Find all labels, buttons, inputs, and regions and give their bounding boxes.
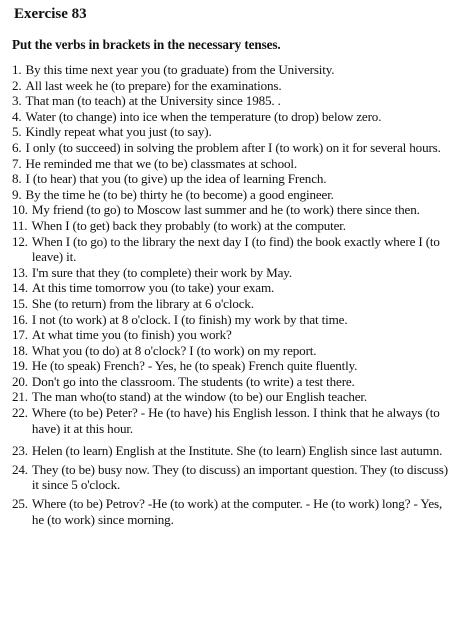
item-number: 14. <box>12 280 28 296</box>
list-item <box>12 124 457 140</box>
item-number: 16. <box>12 311 28 327</box>
item-number: 7. <box>12 155 22 171</box>
item-number: 2. <box>12 77 22 93</box>
item-number: 22. <box>12 405 28 421</box>
item-number: 11. <box>12 217 28 233</box>
item-text: At this time tomorrow you (to take) your exam. <box>31 280 275 296</box>
list-item <box>12 187 457 203</box>
item-number: 21. <box>12 389 28 405</box>
list-item <box>12 312 457 328</box>
item-text: I (to hear) that you (to give) up the idea of learning French. <box>25 171 327 187</box>
list-item <box>12 496 457 527</box>
item-number: 10. <box>12 202 28 218</box>
item-text: I not (to work) at 8 o'clock. I (to finish) my work by that time. <box>31 311 348 327</box>
exercise-list <box>12 62 457 527</box>
item-text: Helen (to learn) English at the Institute. She (to learn) English since last autumn. <box>31 443 443 459</box>
list-item <box>12 280 457 296</box>
item-text: When I (to get) back they probably (to work) at the computer. <box>31 217 346 233</box>
list-item <box>12 443 457 459</box>
list-item <box>12 78 457 94</box>
item-text: By this time next year you (to graduate) from the University. <box>25 62 335 77</box>
item-number: 17. <box>12 327 28 343</box>
item-number: 3. <box>12 93 22 109</box>
item-text: The man who(to stand) at the window (to be) our English teacher. <box>31 389 368 405</box>
list-item <box>12 234 457 265</box>
list-item <box>12 358 457 374</box>
item-text: I'm sure that they (to complete) their work by May. <box>31 264 292 280</box>
item-text: Don't go into the classroom. The students (to write) a test there. <box>31 373 355 389</box>
item-text: Water (to change) into ice when the temperature (to drop) below zero. <box>25 108 382 124</box>
item-number: 18. <box>12 342 28 358</box>
item-text: I only (to succeed) in solving the problem after I (to work) on it for several hours. <box>25 139 441 155</box>
item-text: He (to speak) French? - Yes, he (to speak) French quite fluently. <box>31 358 358 374</box>
list-item <box>12 374 457 390</box>
list-item <box>12 109 457 125</box>
item-number: 1. <box>12 62 22 77</box>
item-number: 4. <box>12 108 22 124</box>
list-item <box>12 265 457 281</box>
item-number: 23. <box>12 443 28 459</box>
item-text: At what time you (to finish) you work? <box>31 327 232 343</box>
list-item <box>12 327 457 343</box>
item-number: 8. <box>12 171 22 187</box>
list-item <box>12 218 457 234</box>
item-text: By the time he (to be) thirty he (to become) a good engineer. <box>25 186 334 202</box>
list-item <box>12 405 457 436</box>
item-number: 9. <box>12 186 22 202</box>
list-item <box>12 343 457 359</box>
list-item <box>12 171 457 187</box>
item-number: 6. <box>12 139 22 155</box>
item-text: That man (to teach) at the University since 1985. . <box>25 93 281 109</box>
list-item <box>12 296 457 312</box>
list-item <box>12 156 457 172</box>
item-number: 5. <box>12 124 22 140</box>
item-text: When I (to go) to the library the next day I (to find) the book exactly where I (to leave) it. <box>31 233 440 265</box>
exercise-instruction: Put the verbs in brackets in the necessary tenses. <box>12 37 281 52</box>
item-number: 19. <box>12 358 28 374</box>
item-number: 24. <box>12 461 28 477</box>
list-item <box>12 462 457 493</box>
list-item <box>12 202 457 218</box>
exercise-title: Exercise 83 <box>14 6 87 22</box>
item-text: She (to return) from the library at 6 o'clock. <box>31 295 254 311</box>
list-item <box>12 140 457 156</box>
item-text: My friend (to go) to Moscow last summer and he (to work) there since then. <box>31 202 420 218</box>
list-item <box>12 389 457 405</box>
item-number: 13. <box>12 264 28 280</box>
item-text: Kindly repeat what you just (to say). <box>25 124 212 140</box>
item-number: 25. <box>12 496 28 512</box>
item-text: Where (to be) Peter? - He (to have) his English lesson. I think that he always (to have) it at this hour. <box>31 405 440 436</box>
item-number: 15. <box>12 295 28 311</box>
item-number: 12. <box>12 233 28 249</box>
item-text: Where (to be) Petrov? -He (to work) at the computer. - He (to work) long? - Yes, he (to work) since morning. <box>31 496 443 527</box>
item-number: 20. <box>12 373 28 389</box>
item-text: They (to be) busy now. They (to discuss) an important question. They (to discuss) it since 5 o'clock. <box>31 461 448 493</box>
item-text: All last week he (to prepare) for the examinations. <box>25 77 282 93</box>
item-text: He reminded me that we (to be) classmates at school. <box>25 155 297 171</box>
list-item <box>12 62 457 78</box>
item-text: What you (to do) at 8 o'clock? I (to work) on my report. <box>31 342 317 358</box>
list-item <box>12 93 457 109</box>
